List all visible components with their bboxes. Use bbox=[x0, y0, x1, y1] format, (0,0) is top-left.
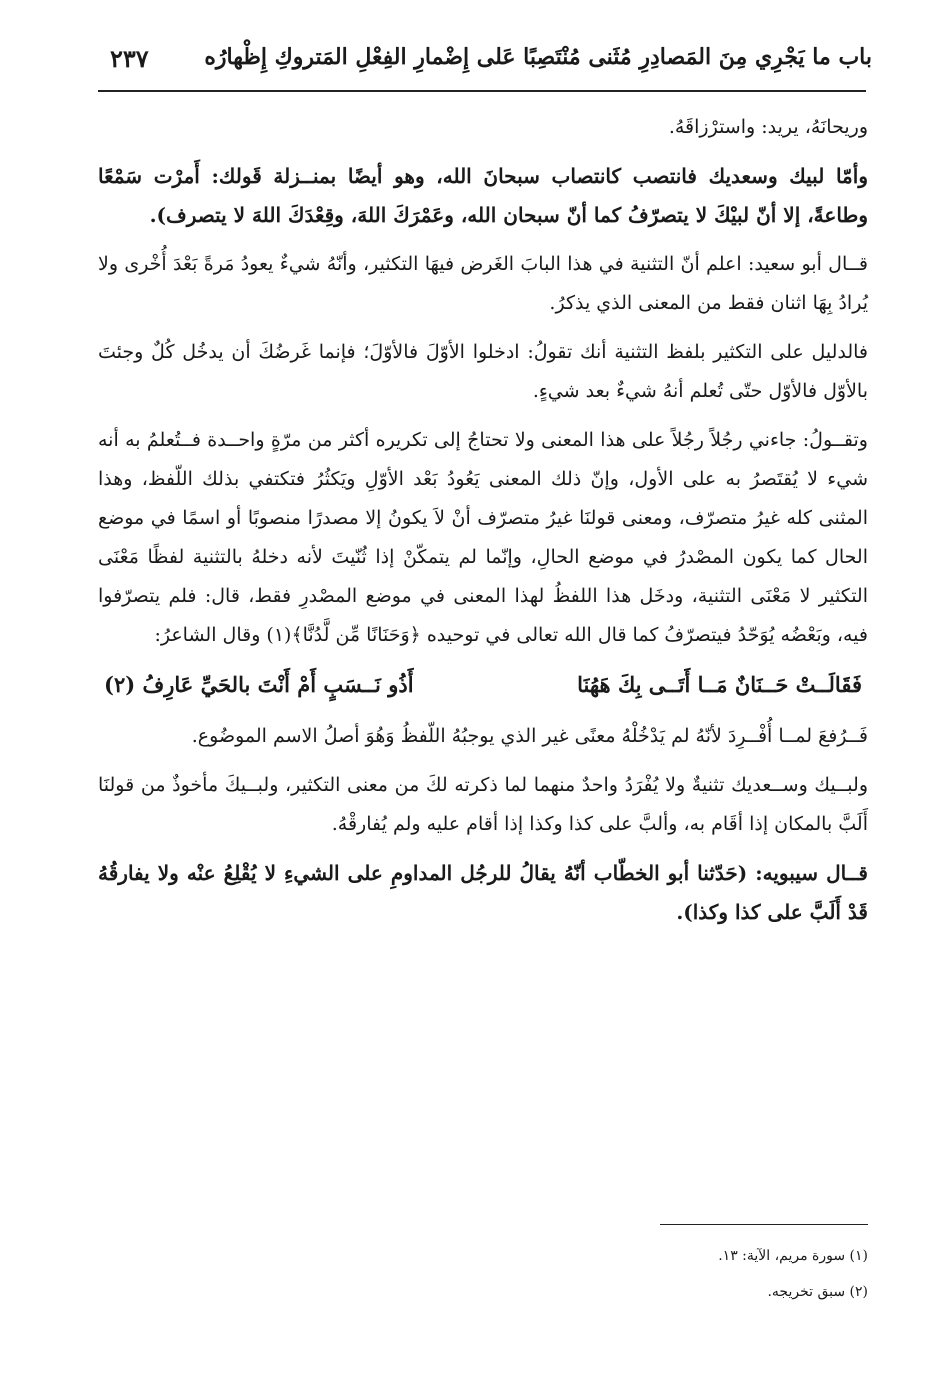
footnote: (٢) سبق تخريجه. bbox=[767, 1284, 868, 1300]
paragraph: وتقــولُ: جاءني رجُلاً رجُلاً على هذا المعنى ولا تحتاجُ إلى تكريره أكثر من مرّةٍ واحــدة فــتُعلمُ به أنه شيء لا يُقتَصرُ به على الأول، وإنّ ذلك المعنى يَعُودُ بَعْد الأوّلِ ويَكثُرُ فتكتفي بذلك اللّفظ، وهذا المثنى كله غيرُ متصرّف، ومعنى قولنَا غيرُ متصرّف أنْ لاَ يكونُ إلا مصدرًا منصوبًا أو اسمًا في موضع الحال كما يكون المصْدرُ في موضع الحالِ، وإنّما لم يتمكّنْ إذا ثُنّيتَ لأنه دخلهُ بالتثنية لفظًا مَعْنَى التكثير لا مَعْنَى التثنية، ودخَل هذا اللفظُ لهذا المعنى في موضع المصْدرِ فقط، قال: فلم يتصرّفوا فيه، وبَعْضُه يُوَحّدُ فيتصرّفُ كما قال الله تعالى في توحيده ﴿وَحَنَانًا مِّن لَّدُنَّا﴾(١) وقال الشاعرُ: bbox=[98, 429, 868, 646]
paragraph: فَــرُفعَ لمــا أُفْــرِدَ لأنّهُ لم يَدْخُلْهُ معنًى غير الذي يوجبُهُ اللّفظُ وَهُوَ أصلُ الاسم الموضُوع. bbox=[191, 725, 868, 747]
verse-second-hemistich: أَذُو نَــسَبٍ أَمْ أَنْتَ بالحَيِّ عَارِفُ (٢) bbox=[104, 672, 414, 697]
verse-first-hemistich: فَقَالَــتْ حَــنَانٌ مَــا أَتَــى بِكَ هَهُنَا bbox=[577, 672, 862, 697]
page-header bbox=[90, 40, 872, 84]
header-rule bbox=[98, 90, 866, 92]
page-number: ٢٣٧ bbox=[110, 44, 149, 73]
paragraph: وريحانَهُ، يريد: واسترْزاقَهُ. bbox=[668, 116, 868, 138]
poetry-verse bbox=[98, 665, 868, 705]
footnote-separator bbox=[660, 1224, 868, 1225]
main-text bbox=[98, 108, 868, 942]
paragraph: ولبــيك وســعديك تثنيةٌ ولا يُفْرَدُ واحدٌ منهما لما ذكرته لكَ من معنى التكثير، ولبــيكَ مأخوذٌ من قولنَا أَلَبَّ بالمكان إذا أقَام به، وألبَّ على كذا وكذا إذا أقام عليه ولم يُفارقْهُ. bbox=[98, 774, 868, 835]
quoted-paragraph: وأمّا لبيك وسعديك فانتصب كانتصاب سبحانَ الله، وهو أيضًا بمنــزلة قَولك: أَمرْت سَمْعًا وطاعةً، إلا أنّ لبيْكَ لا يتصرّفُ كما أنّ سبحان الله، وعَمْرَكَ اللهَ، وقِعْدَكَ اللهَ لا يتصرف). bbox=[98, 164, 868, 227]
footnotes bbox=[98, 1242, 868, 1314]
paragraph: قــال أبو سعيد: اعلم أنّ التثنية في هذا البابَ الغَرض فيهَا التكثير، وأنّهُ شيءٌ يعودُ مَرةً بَعْدَ أُخْرى ولا يُرادُ بِهَا اثنان فقط من المعنى الذي يذكرُ. bbox=[98, 253, 868, 314]
chapter-title: باب ما يَجْرِي مِنَ المَصادِرِ مُثَنى مُنْتَصِبًا عَلى إِضْمارِ الفِعْلِ المَتروكِ إِظْهارُه bbox=[204, 44, 872, 70]
paragraph: فالدليل على التكثير بلفظ التثنية أنك تقولُ: ادخلوا الأوّلَ فالأوّلَ؛ فإنما غَرضُكَ أن يدخُل كُلٌ وجئتَ بالأوّل فالأوّل حتّى تُعلم أنهُ شيءٌ بعد شيءٍ. bbox=[98, 341, 868, 402]
quoted-paragraph: قــال سيبويه: (حَدّثنا أبو الخطّاب أنّهُ يقالُ للرجُل المداومِ على الشيءِ لا يُقْلِعُ عنْه ولا يفارقُهُ قَدْ أَلَبَّ على كذا وكذا). bbox=[98, 861, 868, 924]
footnote: (١) سورة مريم، الآية: ١٣. bbox=[718, 1248, 868, 1264]
